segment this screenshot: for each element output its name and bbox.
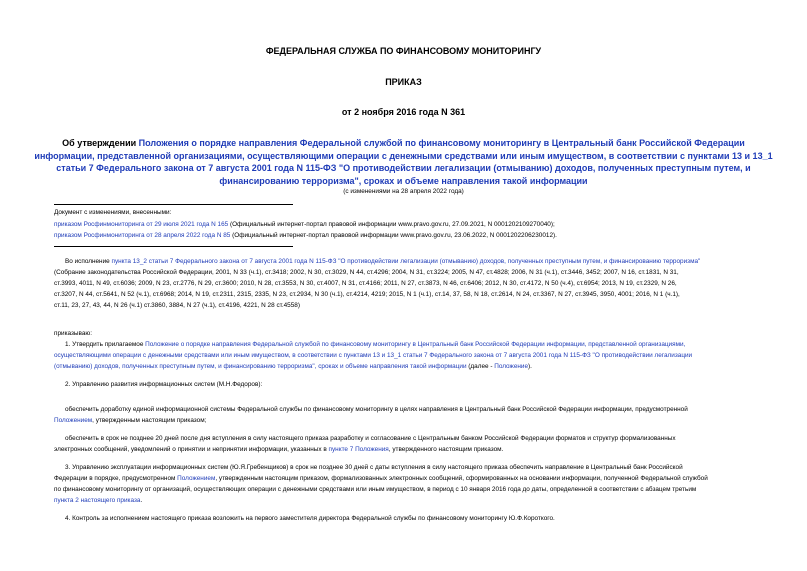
change-source-2: (Официальный интернет-портал правовой информации www.pravo.gov.ru, 23.06.2022, N 0001202206230012).	[230, 232, 557, 240]
change-source-1: (Официальный интернет-портал правовой информации www.pravo.gov.ru, 27.09.2021, N 0001202109270040);	[228, 220, 555, 228]
document-date-number: от 2 ноября 2016 года N 361	[341, 107, 466, 117]
p2a-regulation-link[interactable]: Положением	[54, 417, 93, 424]
agency-name: ФЕДЕРАЛЬНАЯ СЛУЖБА ПО ФИНАНСОВОМУ МОНИТОРИНГУ	[265, 46, 542, 56]
preamble-line: ст.11, 23, 27, 43, 44, N 26 (ч.1) ст.3860, 3884, N 27 (ч.1), ст.4196, 4221, N 28 ст.4558)	[54, 302, 300, 309]
p1-prefix: 1. Утвердить прилагаемое	[65, 341, 146, 348]
p3-line3: по финансовому мониторингу от организаций, осуществляющих операции с денежными средствами или иным имуществом, в период с 10 января 2016 года до даты, определенной в соответствии с абзацем третьим	[54, 486, 697, 493]
p2a-rest: , утвержденным настоящим приказом;	[92, 417, 207, 424]
order-word: приказываю:	[54, 330, 92, 337]
paragraph-2: 2. Управлению развития информационных систем (М.Н.Федоров):	[65, 381, 263, 388]
p3-regulation-link[interactable]: Положением	[177, 475, 216, 482]
paragraph-1	[54, 339, 766, 372]
title-prefix: Об утверждении	[62, 138, 139, 148]
changes-item	[54, 231, 557, 241]
preamble-line: ст.3207, N 44, ст.5641, N 52 (ч.1), ст.6968; 2014, N 19, ст.2311, 2315, 2335, N 23, ст.2934, N 30 (ч.1), ст.4214, 4219; 2015, N 1 (ч.1), ст.14, 37, 58, N 18, ст.2614, N 24, ст.3367, N 27, ст.3945, 3950, 4001; 2016, N 1 (ч.1),	[54, 291, 680, 298]
p1-regulation-link-c[interactable]: (отмыванию) доходов, полученных преступным путем, и финансированию терроризма", сроках и объеме направления такой информации	[54, 363, 467, 370]
change-order-link-2[interactable]: приказом Росфинмониторинга от 28 апреля 2022 года N 85	[54, 232, 231, 240]
paragraph-4: 4. Контроль за исполнением настоящего приказа возложить на первого заместителя директора Федеральной службы по финансовому мониторингу Ю.Ф.Короткого.	[65, 515, 555, 522]
p1-regulation-link-b[interactable]: осуществляющими операции с денежными средствами или иным имуществом, в соответствии с пунктами 13 и 13_1 статьи 7 Федерального закона от 7 августа 2001 года N 115-ФЗ "О противодействии легализации	[54, 352, 693, 359]
paragraph-2a	[54, 404, 766, 426]
p1-regulation-link-a[interactable]: Положение о порядке направления Федеральной службой по финансовому мониторингу в Центральный банк Российской Федерации информации, представленной организациями,	[145, 341, 686, 348]
changes-top-rule	[54, 204, 293, 205]
p1-regulation-short-link[interactable]: Положение	[494, 363, 529, 370]
title-link-line4[interactable]: финансированию терроризма", сроках и объеме направления такой информации	[219, 175, 588, 186]
p2b-line2-prefix: электронных сообщений, уведомлений о принятии и непринятии информации, указанных в	[54, 446, 329, 453]
preamble-law-link[interactable]: пункта 13_2 статьи 7 Федерального закона от 7 августа 2001 года N 115-ФЗ "О противодействии легализации (отмыванию) доходов, полученных преступным путем, и финансированию терроризма"	[111, 258, 701, 265]
p1-suffix-b: ).	[528, 363, 532, 370]
p3-line4-suffix: .	[140, 497, 143, 504]
p1-suffix-a: (далее -	[466, 363, 495, 370]
document-title	[0, 137, 807, 187]
paragraph-2b	[54, 433, 766, 455]
p3-line2-prefix: Федерации в порядке, предусмотренном	[54, 475, 178, 482]
preamble	[54, 256, 764, 311]
changes-bottom-rule	[54, 246, 293, 247]
p2a-line1: обеспечить доработку единой информационной системы Федеральной службы по финансовому мониторингу в целях направления в Центральный банк Российской Федерации информации, предусмотренной	[65, 406, 688, 413]
title-link-line3[interactable]: статьи 7 Федерального закона от 7 августа 2001 года N 115-ФЗ "О противодействии легализации (отмыванию) доходов, полученных преступным путем, и	[56, 163, 751, 173]
preamble-line: (Собрание законодательства Российской Федерации, 2001, N 33 (ч.1), ст.3418; 2002, N 30, ст.3029, N 44, ст.4296; 2004, N 31, ст.3224; 2005, N 47, ст.4828; 2006, N 31 (ч.1), ст.3446, 3452; 2007, N 16, ст.1831, N 31,	[54, 269, 679, 276]
p2b-line1: обеспечить в срок не позднее 20 дней после дня вступления в силу настоящего приказа разработку и согласование с Центральным банком Российской Федерации форматов и структур формализованных	[65, 435, 676, 442]
p2b-line2-suffix: , утвержденного настоящим приказом.	[388, 446, 504, 453]
changes-block	[54, 208, 557, 241]
preamble-prefix: Во исполнение	[65, 258, 112, 265]
p2b-point7-link[interactable]: пункте 7 Положения	[328, 446, 389, 453]
changes-heading: Документ с изменениями, внесенными:	[54, 209, 172, 216]
p3-point2-link[interactable]: пункта 2 настоящего приказа	[54, 497, 141, 504]
p3-line2-suffix: , утвержденным настоящим приказом, формализованных электронных сообщений, сформированных на основании информации, полученной Федеральной службой	[215, 475, 708, 482]
title-link-line1[interactable]: Положения о порядке направления Федеральной службой по финансовому мониторингу в Центральный банк Российской Федерации	[138, 138, 745, 148]
p3-line1: 3. Управлению эксплуатации информационных систем (Ю.Я.Гребенщиков) в срок не позднее 30 дней с даты вступления в силу настоящего приказа обеспечить направление в Центральный банк Российской	[65, 464, 683, 471]
paragraph-3	[54, 462, 766, 506]
change-order-link-1[interactable]: приказом Росфинмониторинга от 29 июля 2021 года N 165	[54, 220, 229, 228]
revision-note: (с изменениями на 28 апреля 2022 года)	[343, 188, 464, 195]
document-type: ПРИКАЗ	[385, 77, 422, 87]
changes-item	[54, 220, 557, 230]
preamble-line: ст.3993, 4011, N 49, ст.6036; 2009, N 23, ст.2776, N 29, ст.3600; 2010, N 28, ст.3553, N 30, ст.4007, N 31, ст.4166; 2011, N 27, ст.3873, N 46, ст.6406; 2012, N 30, ст.4172, N 50 (ч.4), ст.6954; 2013, N 19, ст.2329, N 26,	[54, 280, 677, 287]
title-link-line2[interactable]: информации, представленной организациями, осуществляющими операции с денежными средствами или иным имуществом, в соответствии с пунктами 13 и 13_1	[34, 150, 773, 161]
